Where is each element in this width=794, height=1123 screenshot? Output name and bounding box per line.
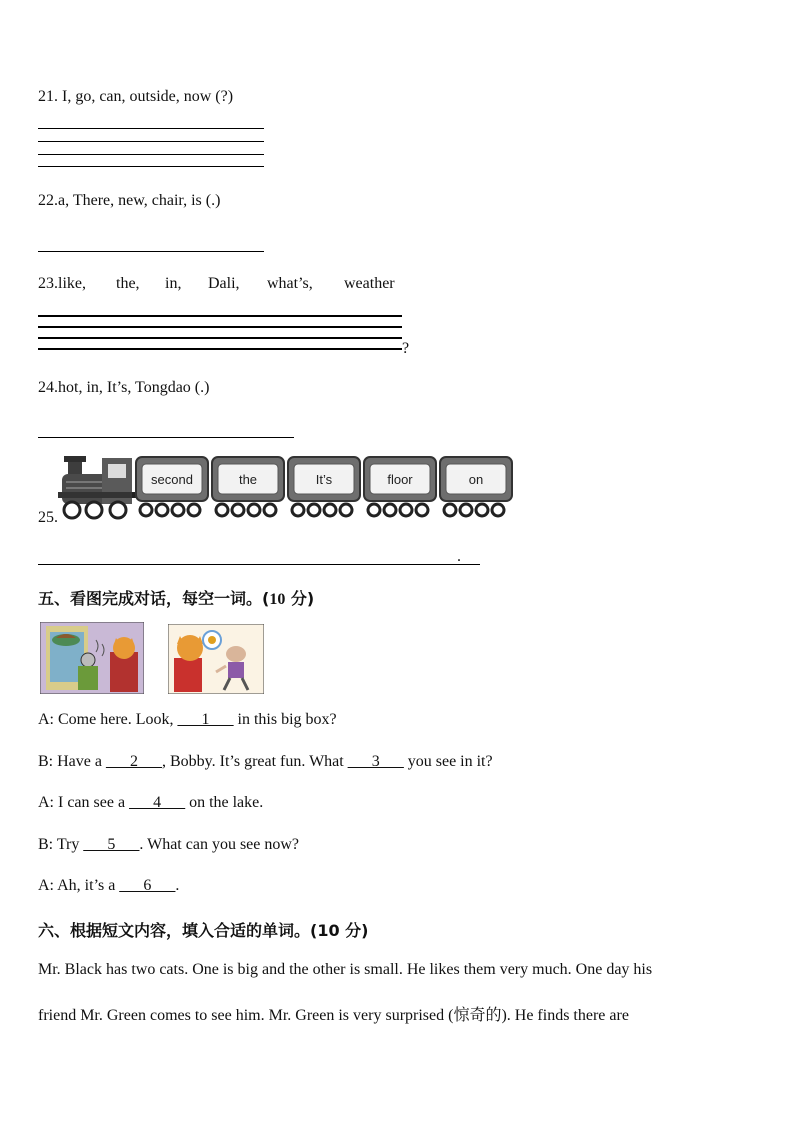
train-wagon	[440, 457, 512, 516]
train-engine-icon	[58, 456, 136, 518]
dialog-text: A: I can see a	[38, 794, 130, 811]
section-5-title	[38, 586, 314, 609]
answer-line[interactable]	[38, 348, 402, 350]
section-5-title-text: 五、看图完成对话，每空一词。(	[38, 589, 270, 608]
answer-line[interactable]	[38, 326, 402, 328]
wagon-word: It’s	[315, 472, 333, 487]
question-23-word: weather	[344, 275, 395, 292]
dialog-blank-4[interactable]: ___4___	[129, 794, 186, 811]
train-wagon	[136, 457, 208, 516]
question-23	[38, 275, 86, 293]
question-21	[38, 88, 233, 106]
question-23-word: in,	[165, 275, 182, 292]
passage-line-1: Mr. Black has two cats. One is big and the other is small. He likes them very much. One day his	[38, 961, 653, 978]
dialog-line-1	[38, 711, 337, 729]
dialog-text: B: Have a	[38, 753, 106, 770]
question-21-text: . I, go, can, outside, now (?)	[54, 88, 234, 105]
answer-line[interactable]	[38, 564, 480, 565]
question-24: 24.hot, in, It’s, Tongdao (.)	[38, 379, 210, 396]
wagon-word: the	[238, 472, 258, 487]
wagon-word: floor	[387, 472, 413, 487]
train-illustration	[58, 452, 522, 524]
answer-line[interactable]	[38, 128, 264, 129]
section-5-title-end: 分)	[285, 589, 315, 608]
dialog-blank-3[interactable]: ___3___	[347, 753, 404, 770]
section-6-title: 六、根据短文内容，填入合适的单词。(10 分)	[38, 921, 369, 940]
answer-line[interactable]	[38, 315, 402, 317]
question-23-end-mark: ?	[402, 340, 410, 357]
dialog-text: B: Try	[38, 836, 84, 853]
question-23-word: Dali,	[208, 275, 240, 292]
train-wagon	[364, 457, 436, 516]
dialog-text: . What can you see now?	[139, 836, 300, 853]
answer-line[interactable]	[38, 251, 264, 252]
question-23-word: what’s,	[267, 275, 313, 292]
answer-line[interactable]	[38, 141, 264, 142]
dialog-line-4	[38, 836, 299, 854]
dialog-line-3	[38, 794, 263, 812]
dialog-line-5	[38, 877, 179, 895]
train-wagon	[288, 457, 360, 516]
answer-line[interactable]	[38, 337, 402, 339]
question-21-number: 21	[38, 88, 54, 105]
question-23-word: like,	[58, 275, 86, 292]
dialog-text: you see in it?	[403, 753, 493, 770]
dialog-text: .	[175, 877, 180, 894]
question-25-end-mark: .	[457, 548, 461, 565]
answer-line[interactable]	[38, 437, 294, 438]
dialog-text: on the lake.	[185, 794, 264, 811]
passage-line-2: friend Mr. Green comes to see him. Mr. Green is very surprised (惊奇的). He finds there are	[38, 1007, 629, 1024]
question-23-number: 23.	[38, 275, 58, 292]
dialog-blank-5[interactable]: ___5___	[83, 836, 140, 853]
question-22: 22.a, There, new, chair, is (.)	[38, 192, 221, 209]
dialog-picture-box	[40, 622, 144, 694]
dialog-picture-mouse	[168, 624, 264, 694]
wagon-word: second	[151, 472, 193, 487]
dialog-blank-1[interactable]: ___1___	[177, 711, 234, 728]
dialog-line-2	[38, 753, 493, 771]
dialog-text: A: Ah, it’s a	[38, 877, 120, 894]
dialog-text: , Bobby. It’s great fun. What	[161, 753, 348, 770]
answer-line[interactable]	[38, 154, 264, 155]
question-23-word: the,	[116, 275, 140, 292]
dialog-text: A: Come here. Look,	[38, 711, 178, 728]
question-25-number: 25.	[38, 509, 58, 526]
section-5-points: 10	[269, 591, 286, 608]
train-wagon	[212, 457, 284, 516]
wagon-word: on	[468, 472, 484, 487]
answer-line[interactable]	[38, 166, 264, 167]
dialog-blank-2[interactable]: ___2___	[105, 753, 162, 770]
dialog-text: in this big box?	[233, 711, 337, 728]
dialog-blank-6[interactable]: ___6___	[119, 877, 176, 894]
